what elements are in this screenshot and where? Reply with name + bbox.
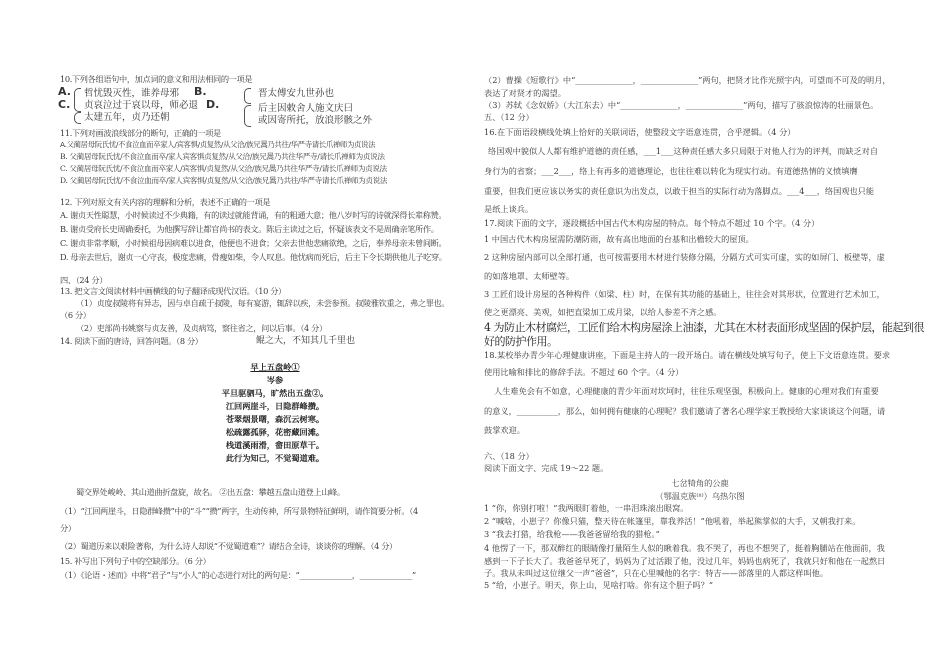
q17-line: 使之更漂亮、美观，如把直梁加工成月梁，以给人参差不齐之感。	[484, 307, 722, 317]
brace-icon	[244, 88, 251, 104]
q13-title: 13. 把文言文阅读材料中画横线的句子翻译成现代汉语。（10 分）	[60, 286, 286, 296]
poem-line: 苍翠烟景曙，森沉云树寒。	[225, 414, 325, 424]
poem-line: 平旦驱驷马，旷然出五盘②。	[221, 388, 329, 398]
q10-sentence-6: 或因寄所托，放浪形骸之外	[258, 115, 373, 126]
reading-paragraph: 4 他愣了一下，那双醉红的眼睛像打量陌生人似的瞅着我。我不哭了，再也不想哭了，挺着胸脯站在他面前，我	[484, 543, 885, 553]
q16-line: 重要，但我们更应该以务实的责任意识为出发点，以敢于担当的实际行动为落脚点。___4___，络国观也只能	[484, 186, 875, 196]
section-6-heading: 六、（18 分）	[484, 451, 534, 461]
reading-paragraph: 5 “给，小崽子。明天，你上山，见啥打啥。你有这个胆子吗？”	[484, 580, 714, 590]
q18-line: 鼓掌欢迎。	[484, 425, 525, 435]
q18-title: 18.某校举办青少年心理健康讲座，下面是主持人的一段开场白。请在横线处填写句子，使上下文语意连贯。要求	[484, 350, 891, 360]
q17-line: 1 中国古代木构房屋需防潮防雨，故有高出地面的台基和出檐较大的屋顶。	[484, 234, 754, 244]
reading-author: （鄂温克族⁽ⁱⁱ⁾）乌热尔图	[655, 491, 745, 501]
q14-title: 14. 阅读下面的唐诗，回答问题。（8 分）	[60, 336, 203, 346]
reading-paragraph: 子。我从未叫过这位继父一声“爸爸”，只在心里喊他的名字：特吉——部落里的人都这样叫他。	[484, 568, 829, 578]
reading-paragraph: 1 “你，你别打啦！”我两眼盯着他，一串泪珠滚出眼窝。	[484, 503, 689, 513]
q10-label-c: C.	[58, 98, 71, 111]
q10-title: 10.下列各组语句中，加点词的意义和用法相同的一项是	[60, 74, 253, 84]
brace-icon	[74, 112, 81, 124]
q10-sentence-3: 太建五年，贞乃还朝	[84, 112, 170, 123]
q16-line: 络国观中貌似人人都有维护道德的责任感，___1___这种责任感大多只局限于对他人行为的评判，而缺乏对自	[488, 146, 879, 156]
brace-icon	[74, 88, 81, 112]
reading-intro: 阅读下面文字、完成 19～22 题。	[484, 463, 609, 473]
section-4-heading: 四、（24 分）	[60, 275, 108, 285]
q11-option-a: A.父蔺居母阮氏忧/不食泣血而卒家人/宾客惧/贞复然/从父洽/族兄暠乃共往/华严寺请长爪禅师为贞说法	[60, 140, 376, 149]
q11-option-d: D. 父蔺居母阮氏忧/不食泣血而卒/家人宾客惧/贞复然/从父洽/族兄暠乃共往/华严寺请长爪禅师为贞说法	[60, 176, 388, 185]
q17-line: 的如落地罩、太师壁等。	[484, 271, 575, 281]
q15-sentence-3: （3）苏轼《念奴娇》（大江东去）中“______________，______________”两句，描写了骇浪惊涛的壮丽景色。	[484, 100, 879, 110]
q10-sentence-1: 哲忧毁灭性，谁养母邪	[84, 88, 180, 99]
q11-title: 11.下列对画波浪线部分的断句，正确的一项是	[60, 128, 221, 138]
q13-sentence-1: （1）贞度叔陵将有异志，因与卓自疏于叔陵，每有宴游，辄辞以疾，未尝参预。叔陵雅钦重之，弗之罪也。	[76, 298, 450, 308]
q18-line: 人生难免会有不如意，心理健康的青少年面对坎坷时，往往乐观坚强，积极向上。健康的心理对我们有重要	[494, 386, 879, 396]
poem-line: 江回两崖斗，日隐群峰攒。	[225, 401, 325, 411]
q15-title: 15. 补写出下列句子中的空缺部分。（6 分）	[60, 556, 211, 566]
q12-option-a: A. 谢贞天性聪慧，小时候读过不少典籍，有的读过就能背诵，有的粗通大意；他八岁时写的诗就深得长辈称赞。	[60, 210, 447, 220]
q15-sentence-1: （1）《论语・述而》中将“君子”与“小人”的心态进行对比的两句是：“______________，______________”	[60, 570, 416, 580]
poem-line: 栈道溪雨滑，畬田原草干。	[225, 440, 325, 450]
reading-paragraph: 2 “喊啥，小崽子？你像只猫，整天待在帐篷里，靠我养活！”他吼着，举起熊掌似的大手，又朝我打来。	[484, 516, 861, 526]
q13-score: （6 分）	[60, 310, 91, 320]
q17-line: 3 工匠们设计房屋的各种构件（如梁、柱）时，在保有其功能的基础上，往往会对其形状，位置进行艺术加工，	[484, 289, 885, 299]
q12-title: 12. 下列对原文有关内容的理解和分析，表述不正确的一项是	[60, 197, 271, 207]
q17-para-4-cont: 好的防护作用。	[484, 335, 558, 348]
q14-question-1-cont: 分）	[60, 523, 76, 533]
section-5-heading: 五、（12 分）	[484, 112, 534, 122]
q16-title: 16.在下面语段横线处填上恰好的关联词语，使整段文字语意连贯，合乎逻辑。（4 分）	[484, 127, 796, 137]
q10-label-d: D.	[206, 98, 220, 111]
poem-line: 此行为知己，不觉蜀道难。	[225, 453, 325, 463]
q10-label-a: A.	[58, 85, 71, 98]
q16-line: 是纸上谈兵。	[484, 204, 534, 214]
q18-line: 的意义，__________，那么，如何拥有健康的心理呢？我们邀请了著名心理学家王教授给大家谈谈这个问题，请	[484, 406, 886, 416]
poem-line: 松疏露孤驿，花密藏回滩。	[225, 427, 325, 437]
q12-option-c: C. 谢贞非常孝顺，小时候祖母因病难以进食，他便也不进食；父亲去世他悲痛欲绝，之后，奉养母亲未曾间断。	[60, 238, 447, 248]
q14-question-2: （2）蜀道历来以艰险著称，为什么诗人却说“不觉蜀道难”？请结合全诗，谈谈你的理解。（4 分）	[60, 541, 397, 551]
overlay-text: 鲲之大，不知其几千里也	[256, 336, 356, 346]
q12-option-b: B. 谢贞受府长史周确委托，为他撰写辞让都官尚书的表文。陈后主读过之后，怀疑该表文不是周确亲笔所作。	[60, 224, 439, 234]
q15-sentence-2: （2）曹操《短歌行》中“______________，______________”两句，把贤才比作光照宇内，可望而不可及的明月，	[484, 75, 891, 85]
q16-line: 身行为的省察；___2___，络上有再多的道德理论，也往往难以转化为现实行动。有道德热情的义愤填膺	[484, 166, 858, 176]
q10-label-b: B.	[194, 85, 207, 98]
q13-sentence-2: （2）吏部尚书姚察与贞友善，及贞病笃，察往省之，问以后事。（4 分）	[76, 323, 327, 333]
reading-paragraph: 3 “我去打猎，给我枪——我爸爸留给我的猎枪。”	[484, 529, 660, 539]
q11-option-c: C. 父蔺居母阮氏忧/不食泣血而卒家人/宾客惧/贞复然/从父洽/族兄暠乃共往华严寺/请长爪禅师为贞说法	[60, 164, 387, 173]
q14-question-1: （1）“江回两崖斗，日隐群峰攒”中的“斗”“攒”两字，生动传神，所写景物特征鲜明，请作简要分析。（4	[60, 506, 418, 516]
reading-paragraph: 感到一下子长大了。我爸爸早死了，妈妈为了过活跟了他，没过几年，妈妈也病死了，我就只好和他在一起熬日	[484, 556, 886, 566]
poem-title: 早上五盘岭①	[250, 362, 300, 372]
brace-icon	[244, 105, 251, 127]
q18-title-cont: 使用比喻和排比的修辞手法。不超过 60 个字。（4 分）	[484, 367, 684, 377]
q17-title: 17.阅读下面的文字，逐段概括中国古代木构房屋的特点。每个特点不超过 10 个字。（4 分）	[484, 218, 820, 228]
poem-author: 岑参	[266, 375, 284, 385]
q17-line: 2 这种房屋内部可以全部打通，也可按需要用木材进行装修分隔，分隔方式可实可虚，实的如屏门、板壁等，虚	[484, 252, 885, 262]
q10-sentence-4: 晋太傅安九世孙也	[258, 88, 335, 99]
q11-option-b: B. 父蔺居母阮氏忧/不食泣血而卒/家人宾客惧贞复然/从父洽/族兄暠乃共往华严寺/请长爪禅师为贞说法	[60, 152, 385, 161]
q10-sentence-2: 贞哀泣过于哀以母，师必退	[84, 100, 199, 111]
poem-note: 蜀交界处峻岭、其山道曲折盘旋，故名。 ②出五盘：攀越五盘山道登上山峰。	[76, 487, 345, 497]
q10-sentence-5: 后主因敕舍人施文庆曰	[258, 103, 354, 114]
reading-title: 七岔犄角的公鹿	[671, 478, 729, 488]
q12-option-d: D. 母亲去世后，谢贞一心守丧，极度悲痛，骨瘦如柴，令人叹息。他忧病而死后，后主下令长期供他儿子吃穿。	[60, 252, 447, 262]
q17-para-4: 4 为防止木材腐烂，工匠们给木构房屋涂上油漆，尤其在木材表面形成坚固的保护层，能起到很	[484, 321, 924, 334]
q15-sentence-2-cont: 表达了对贤才的渴望。	[484, 88, 566, 98]
